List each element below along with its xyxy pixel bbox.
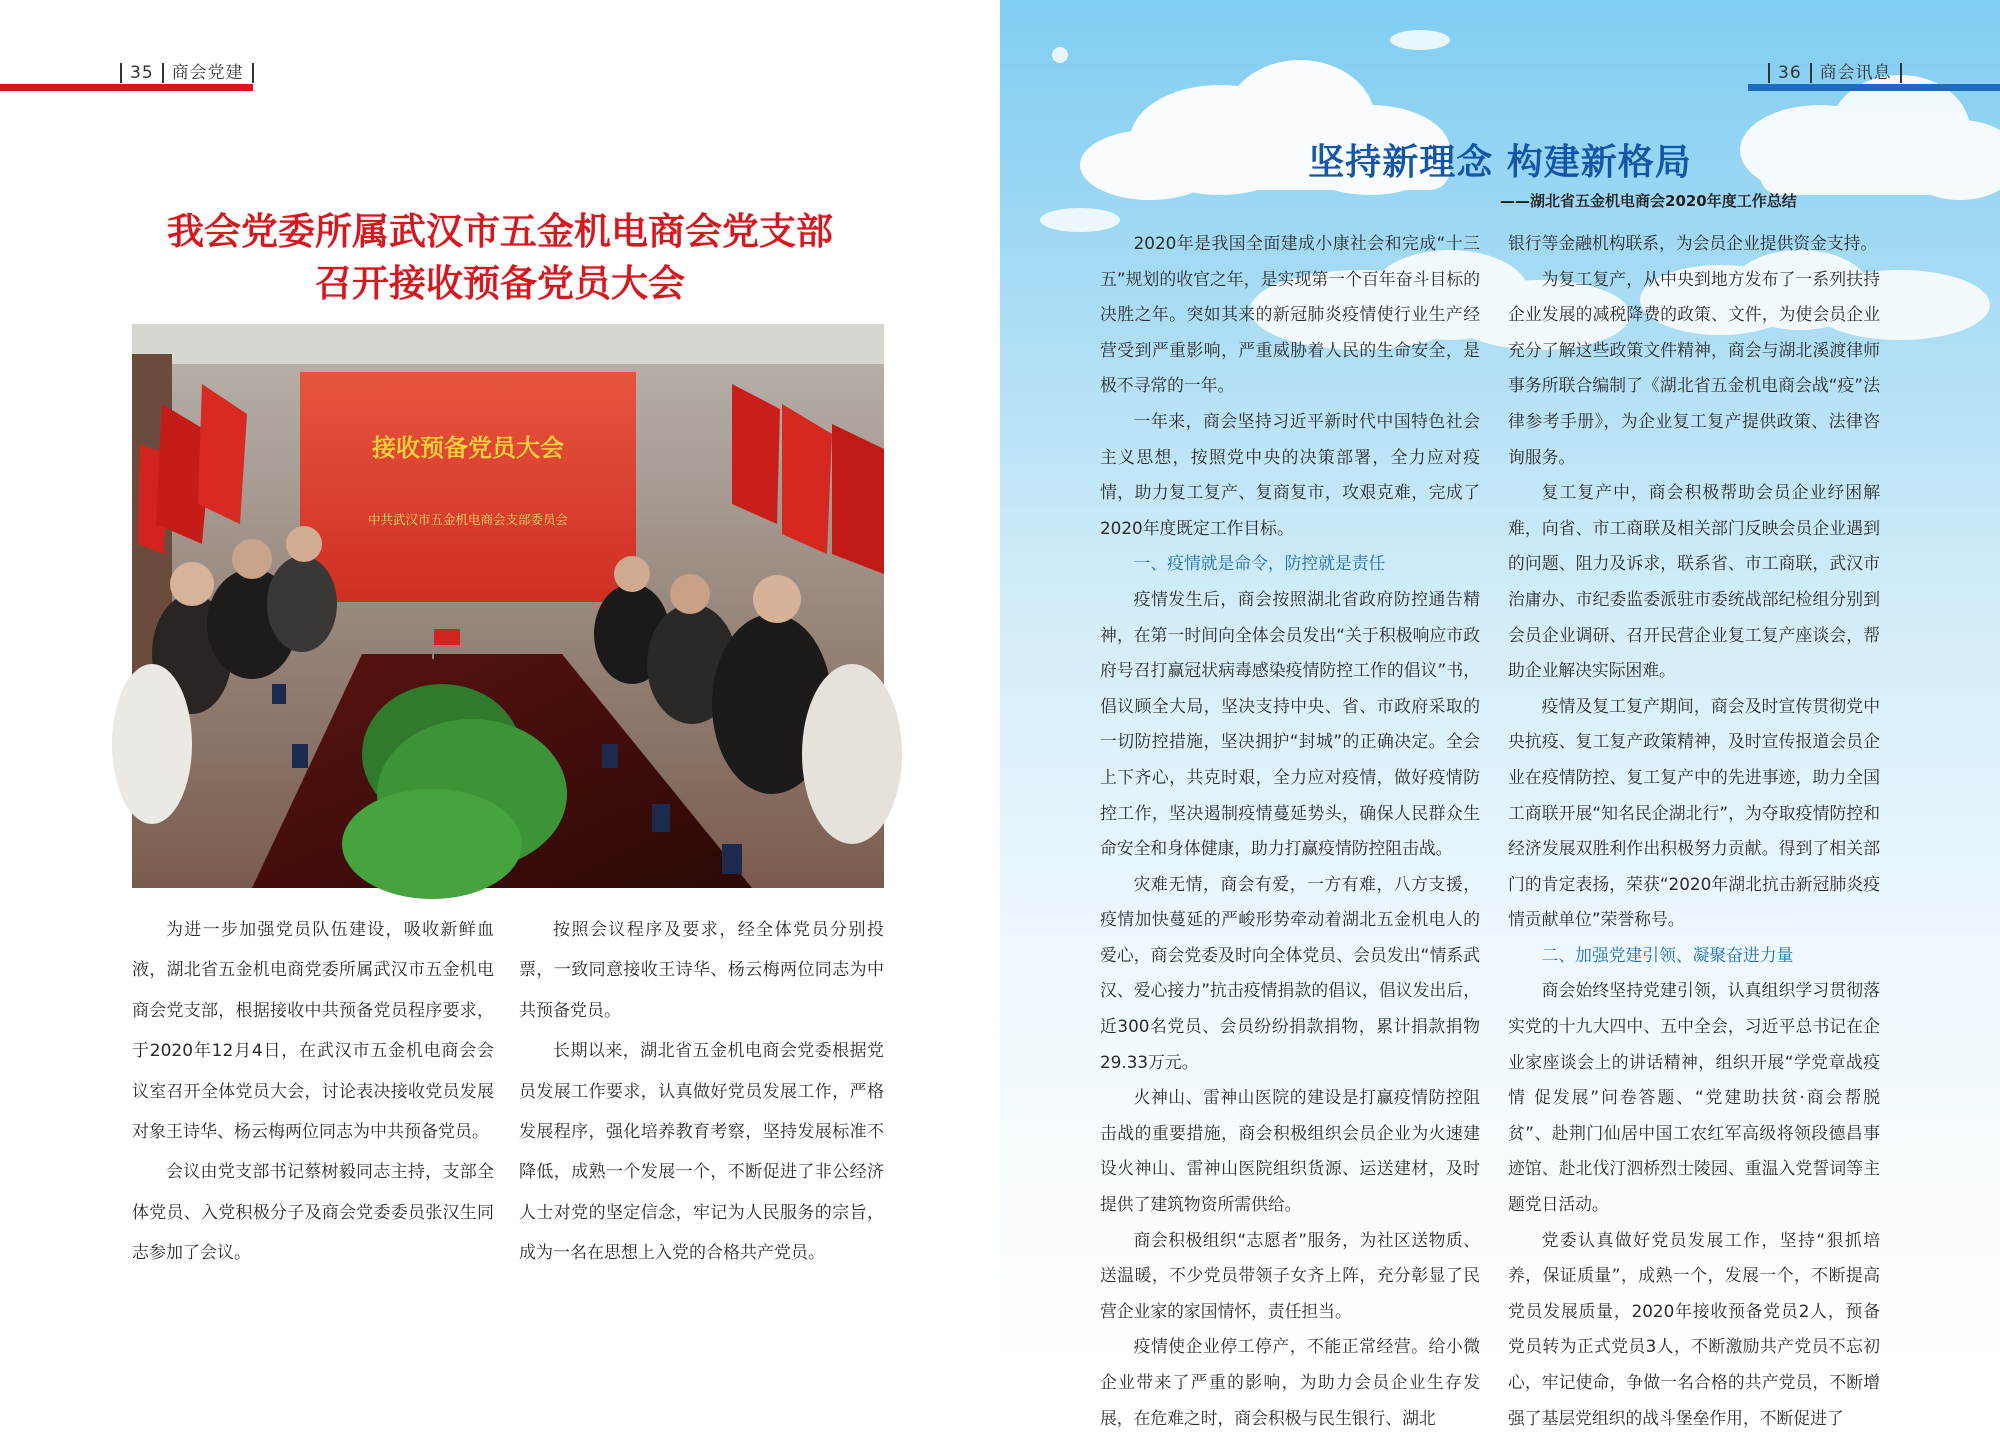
paragraph: 会议由党支部书记蔡树毅同志主持，支部全体党员、入党积极分子及商会党委委员张汉生同志参加了会议。 [132,1162,494,1264]
right-column-1 [1100,226,1480,1436]
paragraph: 火神山、雷神山医院的建设是打赢疫情防控阻击战的重要措施，商会积极组织会员企业为火速建设火神山、雷神山医院组织货源、运送建材，及时提供了建筑物资所需供给。 [1100,1087,1480,1215]
paragraph: 商会积极组织“志愿者”服务，为社区送物质、送温暖，不少党员带领子女齐上阵，充分彰显了民营企业家的家国情怀，责任担当。 [1100,1229,1480,1321]
section-heading-1: 一、疫情就是命令，防控就是责任 [1133,553,1386,574]
right-page-number: 36 [1778,63,1802,83]
right-section-label: 商会讯息 [1819,63,1892,83]
report-subtitle: ——湖北省五金机电商会2020年度工作总结 [1500,192,1797,210]
header-divider [1900,63,1902,83]
meeting-photo [132,324,884,888]
paragraph: 为复工复产，从中央到地方发布了一系列扶持企业发展的减税降费的政策、文件，为使会员企业充分了解这些政策文件精神，商会与湖北溪渡律师事务所联合编制了《湖北省五金机电商会战“疫”法律参考手册》，为企业复工复产提供政策、法律咨询服务。 [1508,268,1880,467]
header-divider [1768,63,1770,83]
right-page-header [1760,58,1910,83]
paragraph: 按照会议程序及要求，经全体党员分别投票，一致同意接收王诗华、杨云梅两位同志为中共预备党员。 [519,920,884,1021]
left-column-2 [519,910,884,1274]
report-title: 坚持新理念 构建新格局 [1308,142,1692,183]
screen-title: 接收预备党员大会 [372,433,564,462]
paragraph: 2020年是我国全面建成小康社会和完成“十三五”规划的收官之年，是实现第一个百年奋斗目标的决胜之年。突如其来的新冠肺炎疫情使行业生产经营受到严重影响，严重威胁着人民的生命安全，是极不寻常的一年。 [1100,233,1480,396]
section-heading-2: 二、加强党建引领、凝聚奋进力量 [1541,944,1794,965]
paragraph: 复工复产中，商会积极帮助会员企业纾困解难，向省、市工商联及相关部门反映会员企业遇到的问题、阻力及诉求，联系省、市工商联，武汉市治庸办、市纪委监委派驻市委统战部纪检组分别到会员企业调研、召开民营企业复工复产座谈会，帮助企业解决实际困难。 [1508,482,1880,681]
paragraph: 疫情发生后，商会按照湖北省政府防控通告精神，在第一时间向全体会员发出“关于积极响应市政府号召打赢冠状病毒感染疫情防控工作的倡议”书，倡议顾全大局，坚决支持中央、省、市政府采取的一切防控措施，坚决拥护“封城”的正确决定。全会上下齐心，共克时艰，全力应对疫情，做好疫情防控工作，坚决遏制疫情蔓延势头，确保人民群众生命安全和身体健康，助力打赢疫情防控阻击战。 [1100,588,1480,859]
paragraph: 党委认真做好党员发展工作，坚持“狠抓培养，保证质量”，成熟一个，发展一个，不断提高党员发展质量，2020年接收预备党员2人，预备党员转为正式党员3人，不断激励共产党员不忘初心，牢记使命，争做一名合格的共产党员，不断增强了基层党组织的战斗堡垒作用，不断促进了 [1508,1229,1880,1428]
paragraph-continued: 银行等金融机构联系，为会员企业提供资金支持。 [1508,233,1878,253]
article-title-line-2: 召开接收预备党员大会 [315,261,685,305]
paragraph: 灾难无情，商会有爱，一方有难，八方支援，疫情加快蔓延的严峻形势牵动着湖北五金机电人的爱心，商会党委及时向全体党员、会员发出“情系武汉、爱心接力”抗击疫情捐款的倡议，倡议发出后，近300名党员、会员纷纷捐款捐物，累计捐款捐物29.33万元。 [1100,873,1480,1072]
paragraph: 疫情及复工复产期间，商会及时宣传贯彻党中央抗疫、复工复产政策精神，及时宣传报道会员企业在疫情防控、复工复产中的先进事迹，助力全国工商联开展“知名民企湖北行”，为夺取疫情防控和经济发展双胜利作出积极努力贡献。得到了相关部门的肯定表扬，荣获“2020年湖北抗击新冠肺炎疫情贡献单位”荣誉称号。 [1508,695,1880,930]
right-page [1000,0,2000,1428]
right-column-2 [1508,226,1880,1436]
header-divider [162,63,164,83]
paragraph: 商会始终坚持党建引领，认真组织学习贯彻落实党的十九大四中、五中全会，习近平总书记在企业家座谈会上的讲话精神，组织开展“学党章战疫情 促发展”问卷答题、“党建助扶贫·商会帮脱贫”、赴荆门仙居中国工农红军高级将领段德昌事迹馆、赴北伐汀泗桥烈士陵园、重温入党誓词等主题党日活动。 [1508,980,1880,1215]
paragraph: 疫情使企业停工停产，不能正常经营。给小微企业带来了严重的影响，为助力会员企业生存发展，在危难之时，商会积极与民生银行、湖北 [1100,1336,1480,1428]
article-title [0,205,1000,309]
left-page [0,0,1000,1366]
header-divider [252,63,254,83]
header-divider [1810,63,1812,83]
left-page-number: 35 [130,63,154,83]
projection-screen [300,372,636,602]
paragraph: 一年来，商会坚持习近平新时代中国特色社会主义思想，按照党中央的决策部署，全力应对疫情，助力复工复产、复商复市，攻艰克难，完成了2020年度既定工作目标。 [1100,410,1480,538]
left-section-label: 商会党建 [171,63,244,83]
left-column-1 [132,910,494,1274]
left-header-rule [0,84,253,91]
left-page-header [112,58,262,83]
right-header-rule [1748,84,2000,91]
header-divider [120,63,122,83]
paragraph: 长期以来，湖北省五金机电商会党委根据党员发展工作要求，认真做好党员发展工作，严格发展程序，强化培养教育考察，坚持发展标准不降低，成熟一个发展一个，不断促进了非公经济人士对党的坚定信念，牢记为人民服务的宗旨，成为一名在思想上入党的合格共产党员。 [519,1041,884,1264]
paragraph: 为进一步加强党员队伍建设，吸收新鲜血液，湖北省五金机电商党委所属武汉市五金机电商会党支部，根据接收中共预备党员程序要求，于2020年12月4日，在武汉市五金机电商会会议室召开全体党员大会，讨论表决接收党员发展对象王诗华、杨云梅两位同志为中共预备党员。 [132,920,494,1143]
article-title-line-1: 我会党委所属武汉市五金机电商会党支部 [167,209,833,253]
screen-subtitle: 中共武汉市五金机电商会支部委员会 [367,512,569,527]
